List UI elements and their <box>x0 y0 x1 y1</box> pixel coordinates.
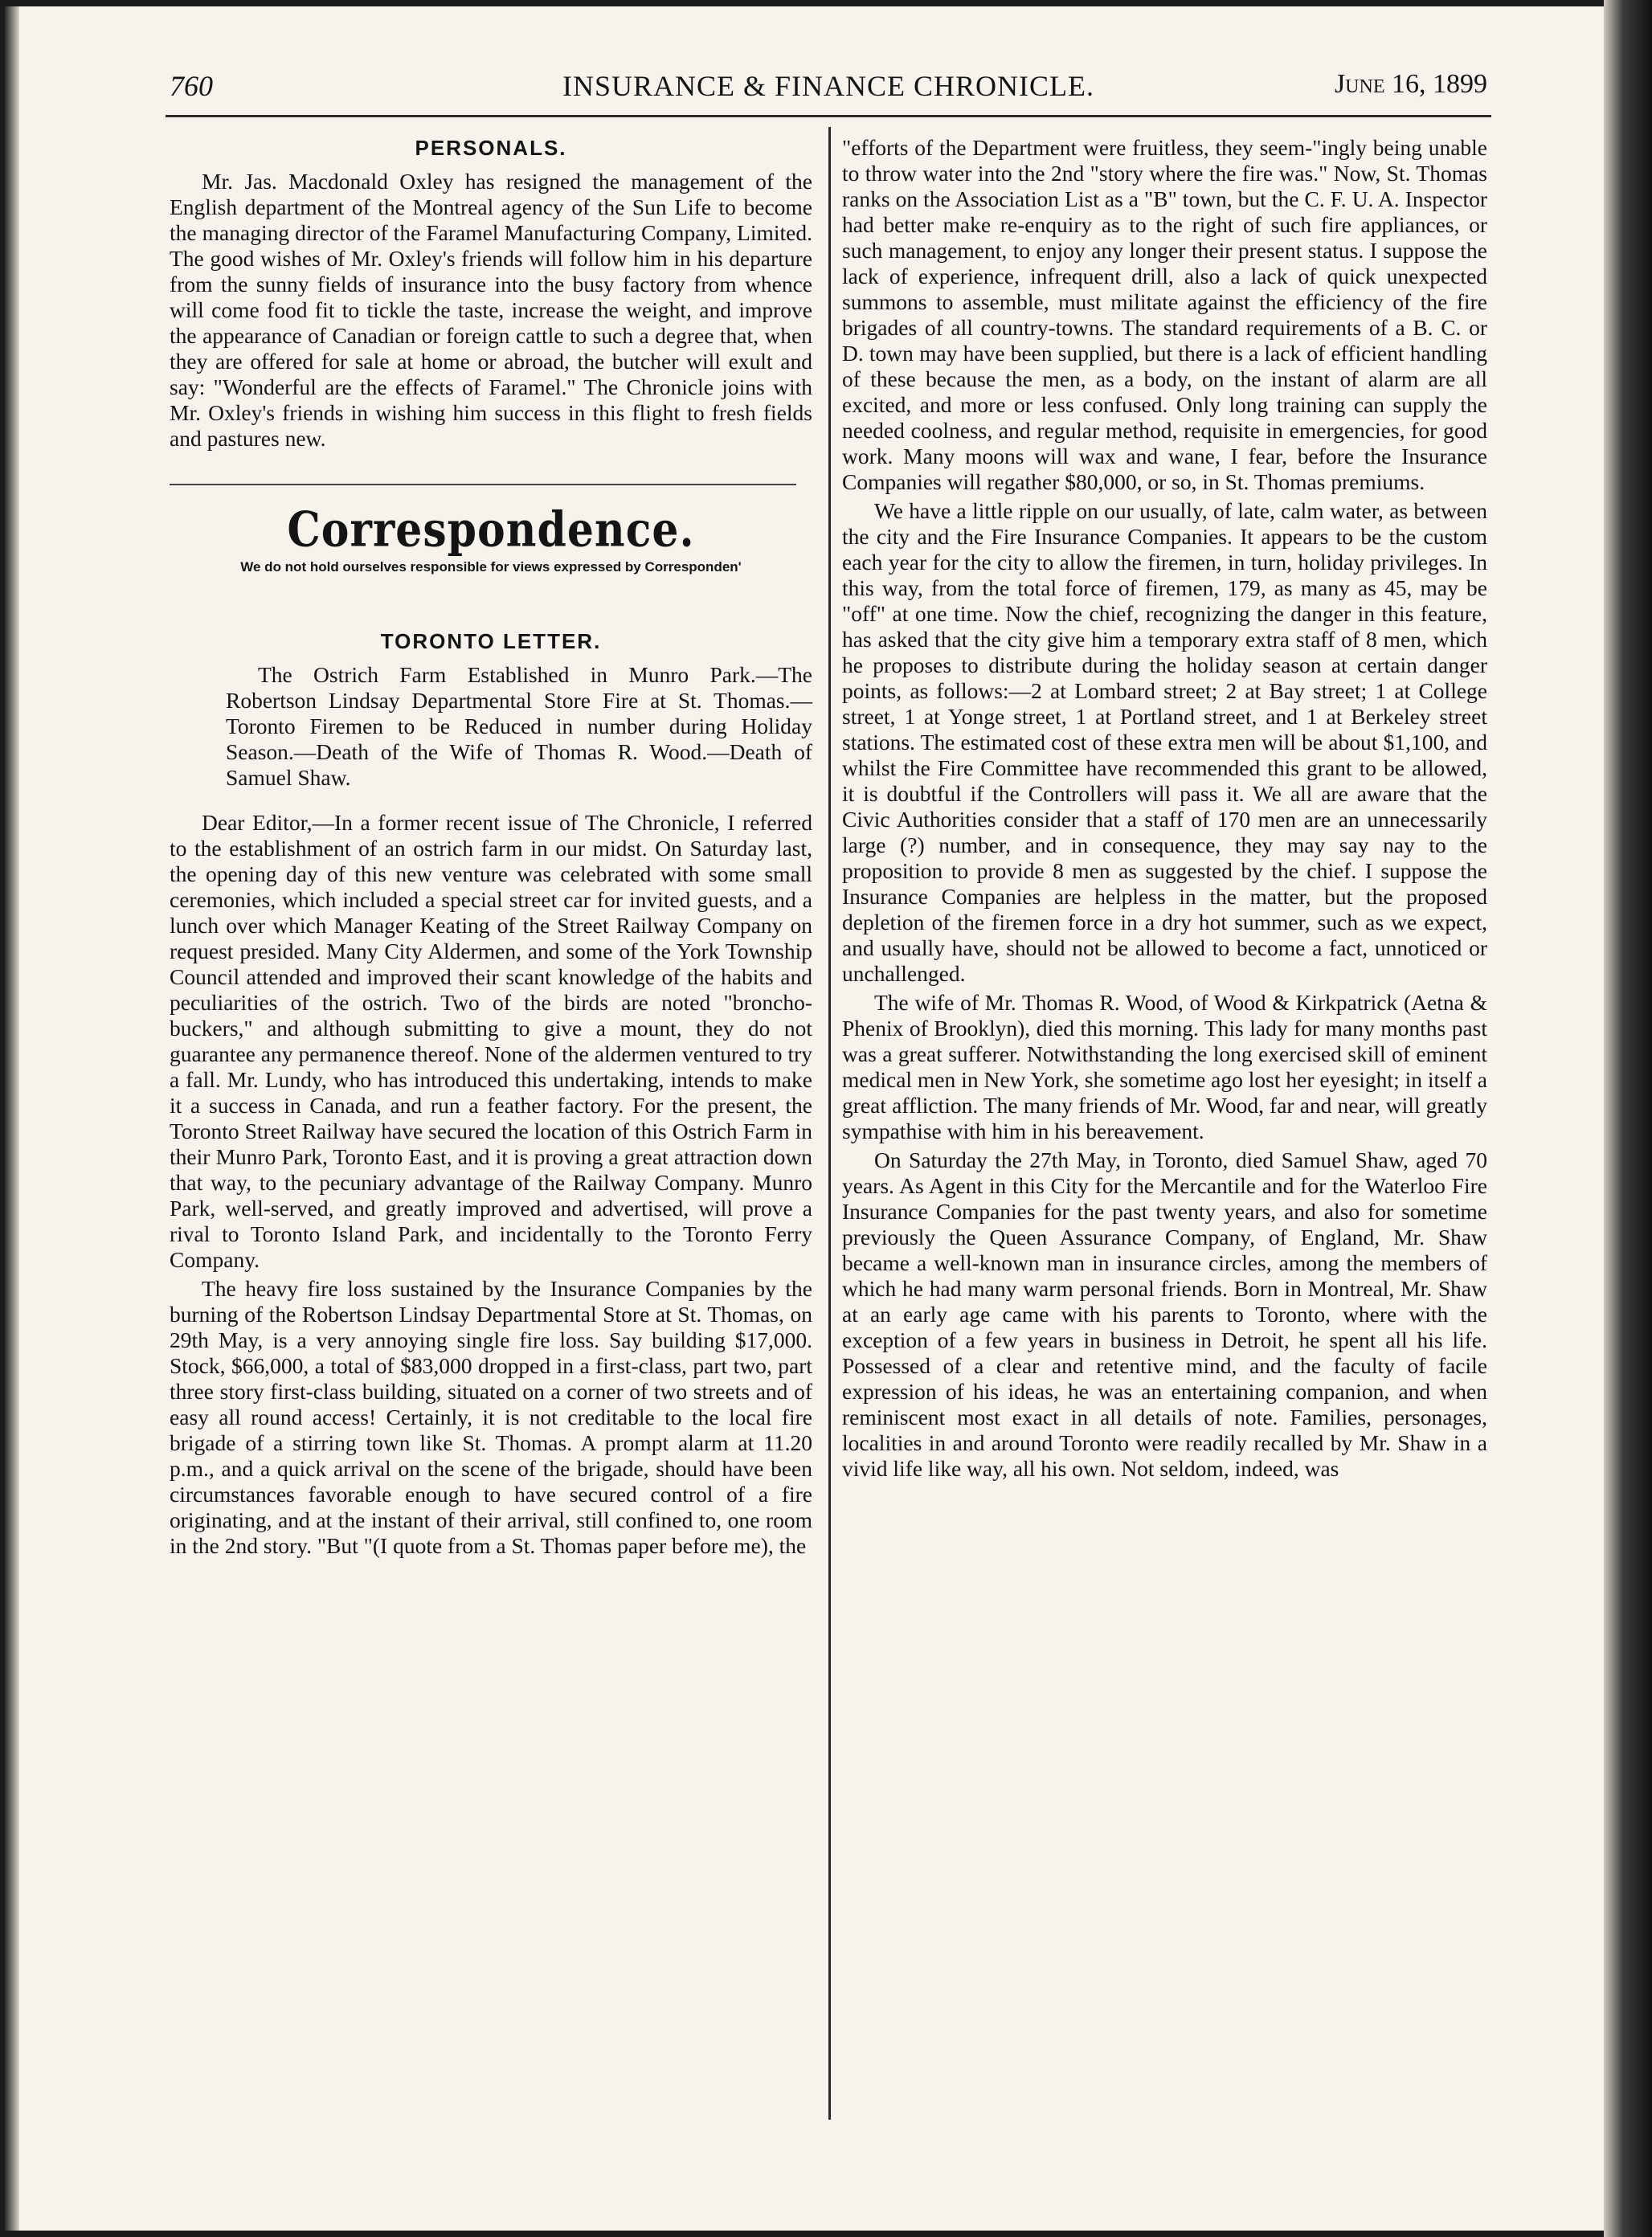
personals-heading: PERSONALS. <box>415 136 567 160</box>
header-rule <box>166 115 1491 117</box>
continued-paragraph: "efforts of the Department were fruitless, they seem-"ingly being unable to throw water into the 2nd "story where the fire was." Now, St. Thomas ranks on the Association List as a "B" town, but the C. F. U. A. Inspector had better make re-enquiry as to the right of such fire appliances, or such management, to enjoy any longer their present status. I suppose the lack of experience, infrequent drill, also a lack of quick unexpected summons to assemble, must militate against the efficiency of the fire brigades of all country-towns. The standard requirements of a B. C. or D. town may have been supplied, but there is a lack of efficient handling of these because the men, as a body, on the instant of alarm are all excited, and more or less confused. Only long training can supply the needed coolness, and regular method, requisite in emergencies, for good work. Many moons will wax and wane, I fear, before the Insurance Companies will regather $80,000, or so, in St. Thomas premiums. <box>842 135 1487 494</box>
publication-title: INSURANCE & FINANCE CHRONICLE. <box>562 70 1095 102</box>
column-divider <box>828 127 831 2120</box>
toronto-letter-paragraph-1: Dear Editor,—In a former recent issue of The Chronicle, I referred to the establishment of an ostrich farm in our midst. On Saturday last, the opening day of this new venture was celebrated with some small ceremonies, which included a special street car for invited guests, and a lunch over which Manager Keating of the Street Railway Company on request presided. Many City Aldermen, and some of the York Township Council attended and improved their scant knowledge of the habits and peculiarities of the ostrich. Two of the birds are noted "broncho-buckers," and although submitting to give a mount, they do not guarantee any permanence thereof. None of the aldermen ventured to try a fall. Mr. Lundy, who has introduced this undertaking, intends to make it a success in Canada, and run a feather factory. For the present, the Toronto Street Railway have secured the location of this Ostrich Farm in their Munro Park, Toronto East, and it is proving a great attraction down that way, to the pecuniary advantage of the Railway Company. Munro Park, well-served, and greatly improved and advertised, will prove a rival to Toronto Island Park, and incidentally to the Toronto Ferry Company. <box>170 810 812 1272</box>
section-divider <box>170 484 796 485</box>
issue-date: June 16, 1899 <box>1334 69 1487 99</box>
personals-paragraph: Mr. Jas. Macdonald Oxley has resigned the management of the English department of the Montreal agency of the Sun Life to become the managing director of the Faramel Manufacturing Company, Limited. The good wishes of Mr. Oxley's friends will follow him in his departure from the sunny fields of insurance into the busy factory from whence will come food fit to tickle the taste, increase the weight, and improve the appearance of Canadian or foreign cattle to such a degree that, when they are offered for sale at home or abroad, the butcher will exult and say: "Wonderful are the effects of Faramel." The Chronicle joins with Mr. Oxley's friends in wishing him success in this flight to fresh fields and pastures new. <box>170 169 812 451</box>
page-binding-shadow <box>5 6 19 2231</box>
newspaper-page <box>5 6 1604 2231</box>
correspondence-disclaimer: We do not hold ourselves responsible for views expressed by Corresponden' <box>240 559 742 575</box>
left-column <box>170 135 812 1562</box>
firemen-paragraph: We have a little ripple on our usually, of late, calm water, as between the city and the Fire Insurance Companies. It appears to be the custom each year for the city to allow the firemen, in turn, holiday privileges. In this way, from the total force of firemen, 179, as many as 45, may be "off" at one time. Now the chief, recognizing the danger in this feature, has asked that the city give him a temporary extra staff of 8 men, which he proposes to distribute during the holiday season at certain danger points, as follows:—2 at Lombard street; 2 at Bay street; 1 at College street, 1 at Yonge street, 1 at Portland street, and 1 at Berkeley street stations. The estimated cost of these extra men will be about $1,100, and whilst the Fire Committee have recommended this grant to be allowed, it is doubtful if the Controllers will pass it. We all are aware that the Civic Authorities consider that a staff of 170 men are an unnecessarily large (?) number, and in consequence, they may say nay to the proposition to provide 8 men as suggested by the chief. I suppose the Insurance Companies are helpless in the matter, but the proposed depletion of the firemen force in a dry hot summer, such as we expect, and usually have, should not be allowed to become a fact, unnoticed or unchallenged. <box>842 498 1487 986</box>
page-number: 760 <box>170 70 213 102</box>
page-header <box>170 69 1487 117</box>
toronto-letter-heading: TORONTO LETTER. <box>380 629 602 653</box>
scan-right-edge <box>1604 0 1652 2237</box>
toronto-letter-subhead: The Ostrich Farm Established in Munro Park.—The Robertson Lindsay Departmental Store Fire at St. Thomas.—Toronto Firemen to be Reduced in number during Holiday Season.—Death of the Wife of Thomas R. Wood.—Death of Samuel Shaw. <box>226 662 812 790</box>
correspondence-heading: Correspondence. <box>287 501 695 558</box>
wood-obituary-paragraph: The wife of Mr. Thomas R. Wood, of Wood & Kirkpatrick (Aetna & Phenix of Brooklyn), died this morning. This lady for many months past was a great sufferer. Notwithstanding the long exercised skill of eminent medical men in New York, she sometime ago lost her eyesight; in itself a great affliction. The many friends of Mr. Wood, far and near, will greatly sympathise with him in his bereavement. <box>842 990 1487 1143</box>
toronto-letter-paragraph-2: The heavy fire loss sustained by the Insurance Companies by the burning of the Robertson Lindsay Departmental Store at St. Thomas, on 29th May, is a very annoying single fire loss. Say building $17,000. Stock, $66,000, a total of $83,000 dropped in a first-class, part two, part three story first-class building, situated on a corner of two streets and of easy all round access! Certainly, it is not creditable to the local fire brigade of a stirring town like St. Thomas. A prompt alarm at 11.20 p.m., and a quick arrival on the scene of the brigade, should have been circumstances favorable enough to have secured control of a fire originating, and at the instant of their arrival, still confined to, one room in the 2nd story. "But "(I quote from a St. Thomas paper before me), the <box>170 1276 812 1558</box>
right-column <box>842 135 1487 1485</box>
shaw-obituary-paragraph: On Saturday the 27th May, in Toronto, died Samuel Shaw, aged 70 years. As Agent in this City for the Mercantile and for the Waterloo Fire Insurance Companies for the past twenty years, and also for sometime previously the Queen Assurance Company, of England, Mr. Shaw became a well-known man in insurance circles, among the members of which he had many warm personal friends. Born in Montreal, Mr. Shaw at an early age came with his parents to Toronto, where with the exception of a few years in business in Detroit, he spent all his life. Possessed of a clear and retentive mind, and the faculty of facile expression of his ideas, he was an entertaining companion, and when reminiscent most exact in all details of note. Families, personages, localities in and around Toronto were readily recalled by Mr. Shaw in a vivid life like way, all his own. Not seldom, indeed, was <box>842 1147 1487 1481</box>
